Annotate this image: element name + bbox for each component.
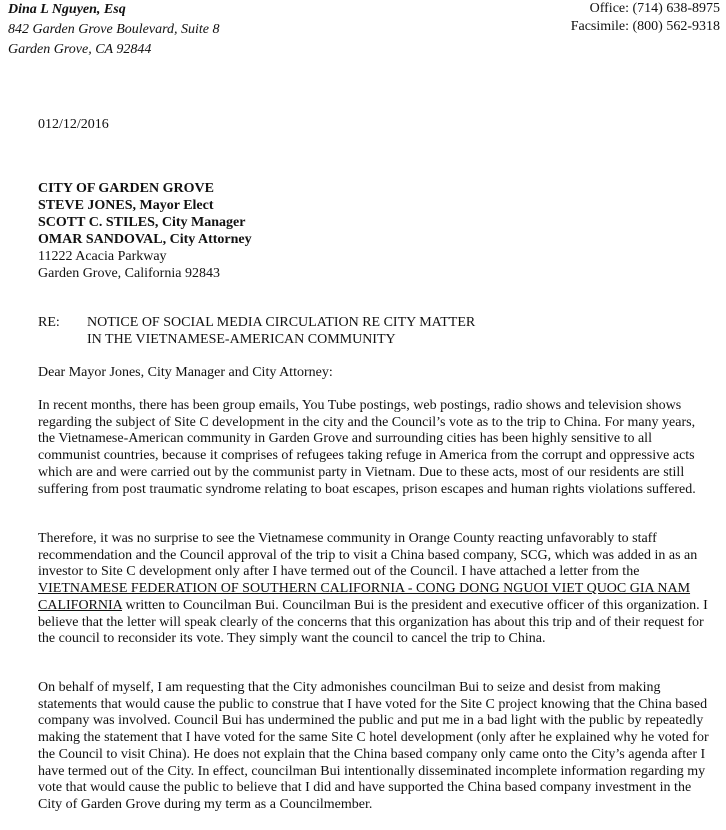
recipient-city: Garden Grove, California 92843 <box>38 266 220 281</box>
subject-label: RE: <box>38 315 60 330</box>
recipient-line1: CITY OF GARDEN GROVE <box>38 181 214 196</box>
subject-line1: NOTICE OF SOCIAL MEDIA CIRCULATION RE CITY MATTER <box>87 315 476 330</box>
paragraph-2-text <box>38 531 710 648</box>
recipient-line3: SCOTT C. STILES, City Manager <box>38 215 246 230</box>
letter-date: 012/12/2016 <box>38 117 109 132</box>
paragraph-1 <box>38 398 710 498</box>
paragraph-2 <box>38 531 710 648</box>
subject-line2: IN THE VIETNAMESE-AMERICAN COMMUNITY <box>87 332 396 347</box>
sender-address-line1: 842 Garden Grove Boulevard, Suite 8 <box>8 22 220 37</box>
fax-number: Facsimile: (800) 562-9318 <box>570 19 720 34</box>
recipient-block <box>38 180 252 282</box>
office-phone: Office: (714) 638-8975 <box>589 1 720 16</box>
paragraph-2-part-a: Therefore, it was no surprise to see the Vietnamese community in Orange County reacting unfavorably to staff recommendation and the Council approval of the trip to visit a China based company, SCG, which was added in as an investor to Site C development only after I have termed out of the Council. I have attached a letter from the <box>38 531 698 580</box>
sender-block <box>8 0 220 60</box>
sender-name: Dina L Nguyen, Esq <box>8 2 126 17</box>
paragraph-3 <box>38 680 710 814</box>
organization-name: VIETNAMESE FEDERATION OF SOUTHERN CALIFORNIA - CONG DONG NGUOI VIET QUOC GIA NAM CALIFORNIA <box>38 581 691 613</box>
contact-block <box>571 0 720 36</box>
paragraph-3-text: On behalf of myself, I am requesting that the City admonishes councilman Bui to seize and desist from making statements that would cause the public to construe that I have voted for the Site C project knowing that the China based company was involved. Council Bui has undermined the public and put me in a bad light with the public by repeatedly making the statement that I have voted for the same Site C hotel development (only after he explained why he voted for the Council to visit China). He does not explain that the China based company only came onto the City’s agenda after I have termed out of the City. In effect, councilman Bui intentionally disseminated incomplete information regarding my vote that would cause the public to believe that I did and have supported the China based company investment in the City of Garden Grove during my term as a Councilmember. <box>38 680 709 812</box>
subject-text <box>87 314 475 348</box>
paragraph-1-text: In recent months, there has been group emails, You Tube postings, web postings, radio shows and television shows regarding the subject of Site C development in the city and the Council’s vote as to the trip to China. For many years, the Vietnamese-American community in Garden Grove and surrounding cities has been highly sensitive to all communist countries, because it comprises of refugees taking refuge in America from the corrupt and oppressive acts which are and were carried out by the communist party in Vietnam. Due to these acts, most of our residents are still suffering from post traumatic syndrome relating to boat escapes, prison escapes and human rights violations suffered. <box>38 398 696 497</box>
recipient-line4: OMAR SANDOVAL, City Attorney <box>38 232 252 247</box>
subject-line <box>38 314 475 348</box>
recipient-line2: STEVE JONES, Mayor Elect <box>38 198 214 213</box>
sender-address-line2: Garden Grove, CA 92844 <box>8 42 152 57</box>
paragraph-2-part-b: written to Councilman Bui. Councilman Bui is the president and executive officer of this organization. I believe that the letter will speak clearly of the concerns that this organization has about this trip and of their request for the council to reconsider its vote. They simply want the council to cancel the trip to China. <box>38 597 708 647</box>
recipient-street: 11222 Acacia Parkway <box>38 249 167 264</box>
salutation: Dear Mayor Jones, City Manager and City Attorney: <box>38 365 333 380</box>
